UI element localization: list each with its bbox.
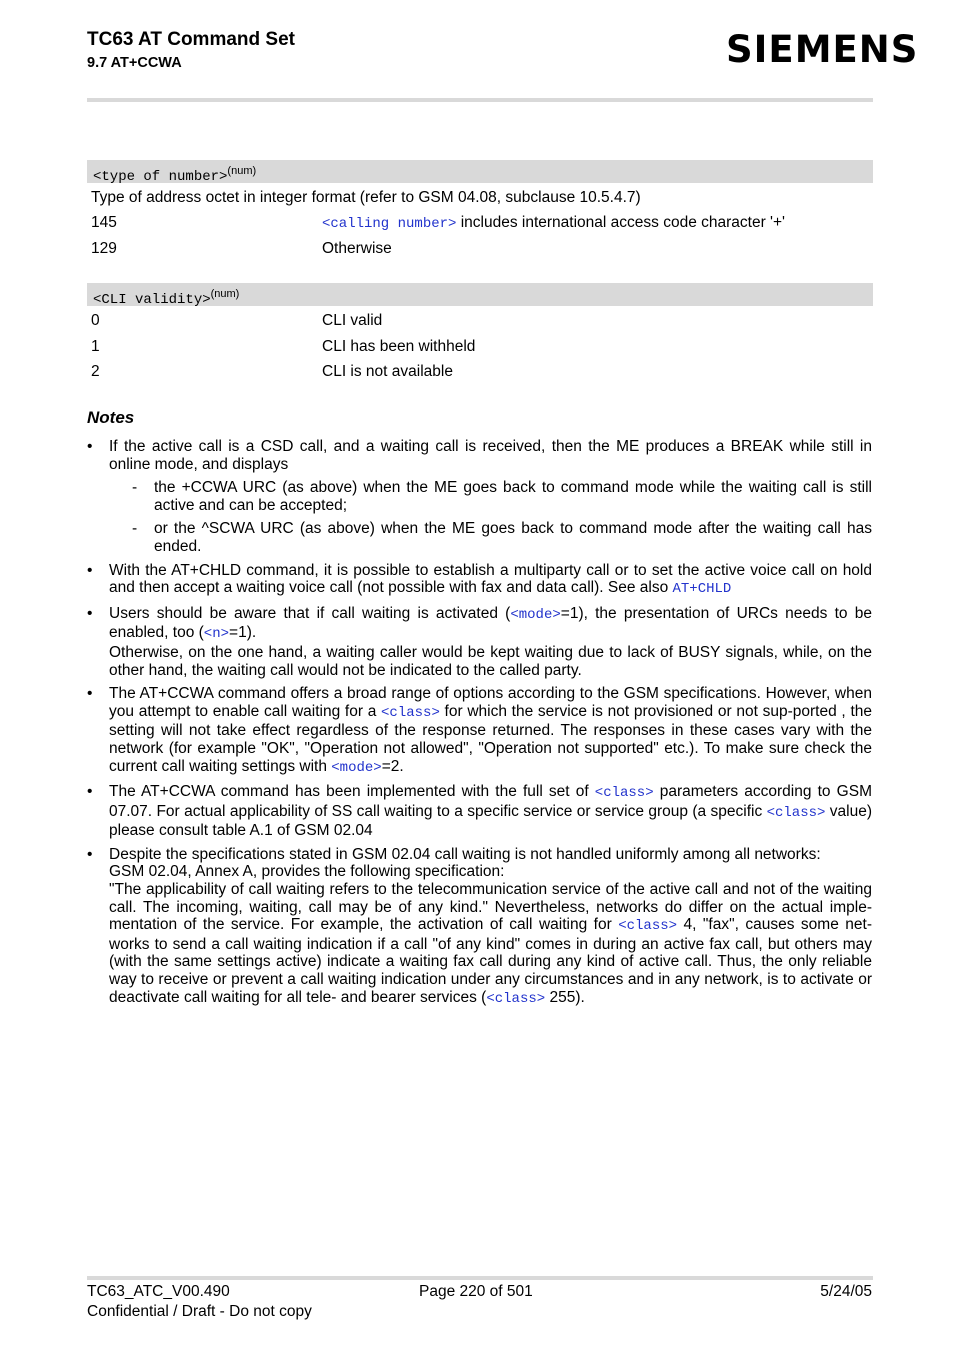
param-name: <type of number> [93, 169, 228, 186]
at-chld-link[interactable]: AT+CHLD [672, 581, 732, 598]
calling-number-link[interactable]: <calling number> [322, 216, 457, 232]
note-text [109, 881, 872, 1008]
notes-list [87, 438, 872, 1014]
note-text [109, 605, 872, 644]
param-intro: Type of address octet in integer format (refer to GSM 04.08, subclause 10.5.4.7) [91, 189, 641, 206]
param-description [322, 214, 785, 232]
note-item [87, 783, 872, 840]
param-description: Otherwise [322, 240, 392, 257]
class-link[interactable]: <class> [381, 704, 440, 721]
siemens-logo: SIEMENS [726, 28, 919, 71]
note-item [87, 846, 872, 1008]
note-text-part: With the AT+CHLD command, it is possible to establish a multiparty call or to set the active voice call on hold and then accept a waiting voice call (not possible with fax and data call). See also [109, 561, 872, 597]
class-link[interactable]: <class> [766, 804, 826, 821]
note-text-part: for which the service is not provisioned or not sup-ported , the setting will not take effect regardless of the response returned. The responses in these cases vary with the network (for example "OK", "Operation not allowed", "Operation not supported" etc.). To make sure check the current call waiting settings with [109, 702, 872, 775]
class-link[interactable]: <class> [486, 990, 546, 1007]
param-value: 0 [91, 312, 100, 329]
note-item [87, 605, 872, 679]
note-text-part: =1). [229, 624, 257, 642]
note-text: • If the active call is a CSD call, and a waiting call is received, then the ME produces a BREAK while still in online mode, and displays [109, 438, 872, 473]
note-text: • Despite the specifications stated in GSM 02.04 call waiting is not handled uniformly among all networks: [109, 845, 821, 863]
note-text [109, 562, 872, 599]
param-description: CLI valid [322, 312, 383, 329]
note-text: GSM 02.04, Annex A, provides the following specification: [109, 863, 505, 881]
note-item [87, 438, 872, 556]
footer-doc-id: TC63_ATC_V00.490 [87, 1283, 230, 1300]
note-text-part: =2. [381, 757, 404, 775]
note-text-part: =1), the presentation of URCs needs to be enabled, too ( [109, 604, 872, 642]
footer-page-number: Page 220 of 501 [419, 1283, 533, 1300]
note-subitem: - the +CCWA URC (as above) when the ME goes back to command mode while the waiting call is still active and can be accepted; [109, 479, 872, 514]
param-value: 1 [91, 338, 100, 355]
note-text-part: 4, "fax", causes some net-works to send a call waiting indication if a call "of any kind" comes in during an active fax call, but others may (with the same settings active) indicate a waiting fax call during any kind of active call. Thus, the only reliable way to receive or prevent a call waiting indication under any circumstances and in any network, is to activate or deactivate call waiting for all tele- and bearer services ( [109, 916, 872, 1006]
footer-divider [87, 1276, 873, 1280]
document-title: TC63 AT Command Set [87, 29, 295, 50]
param-value: 129 [91, 240, 117, 257]
param-description: CLI has been withheld [322, 338, 476, 355]
note-item [87, 562, 872, 599]
note-text [109, 685, 872, 777]
param-description-text: includes international access code character '+' [456, 214, 786, 231]
mode-link[interactable]: <mode> [510, 606, 561, 623]
note-text-part: The AT+CCWA command offers a broad range of options according to the GSM specifications. However, when you attempt to enable call waiting for a [109, 685, 872, 720]
param-header-cli-validity [87, 283, 873, 309]
param-description: CLI is not available [322, 363, 453, 380]
note-text [109, 783, 872, 840]
footer-confidential: Confidential / Draft - Do not copy [87, 1303, 312, 1320]
note-subitem: - or the ^SCWA URC (as above) when the ME goes back to command mode after the waiting call has ended. [109, 520, 872, 555]
param-name: <CLI validity> [93, 292, 211, 309]
n-link[interactable]: <n> [203, 626, 230, 643]
note-text-part: 255). [545, 988, 585, 1006]
class-link[interactable]: <class> [594, 785, 654, 802]
param-value: 2 [91, 363, 100, 380]
param-value: 145 [91, 214, 117, 231]
note-item [87, 685, 872, 777]
notes-heading: Notes [87, 408, 135, 427]
note-text-part: value) please consult table A.1 of GSM 02.04 [109, 802, 872, 840]
param-header-type-of-number [87, 160, 873, 186]
header-divider [87, 98, 873, 102]
class-link[interactable]: <class> [618, 918, 678, 935]
section-title: 9.7 AT+CCWA [87, 55, 182, 71]
note-text-part: parameters according to GSM 07.07. For actual applicability of SS call waiting to a specific service or service group (a specific [109, 783, 872, 820]
note-text: Otherwise, on the one hand, a waiting caller would be kept waiting due to lack of BUSY signals, while, on the other hand, the waiting call would not be indicated to the called party. [109, 643, 872, 679]
param-type: (num) [227, 165, 257, 177]
footer-date: 5/24/05 [820, 1283, 872, 1300]
mode-link[interactable]: <mode> [331, 759, 382, 776]
note-text-part: The AT+CCWA command has been implemented with the full set of [109, 783, 595, 801]
param-type: (num) [210, 288, 240, 300]
note-text-part: Users should be aware that if call waiting is activated ( [109, 604, 511, 622]
note-text-part: "The applicability of call waiting refers to the telecommunication service of the active call and not of the waiting call. The incoming, waiting, call may be of any kind." Nevertheless, networks do differ on the actual imple-mentation of the service. For example, the activation of call waiting for [109, 881, 872, 934]
